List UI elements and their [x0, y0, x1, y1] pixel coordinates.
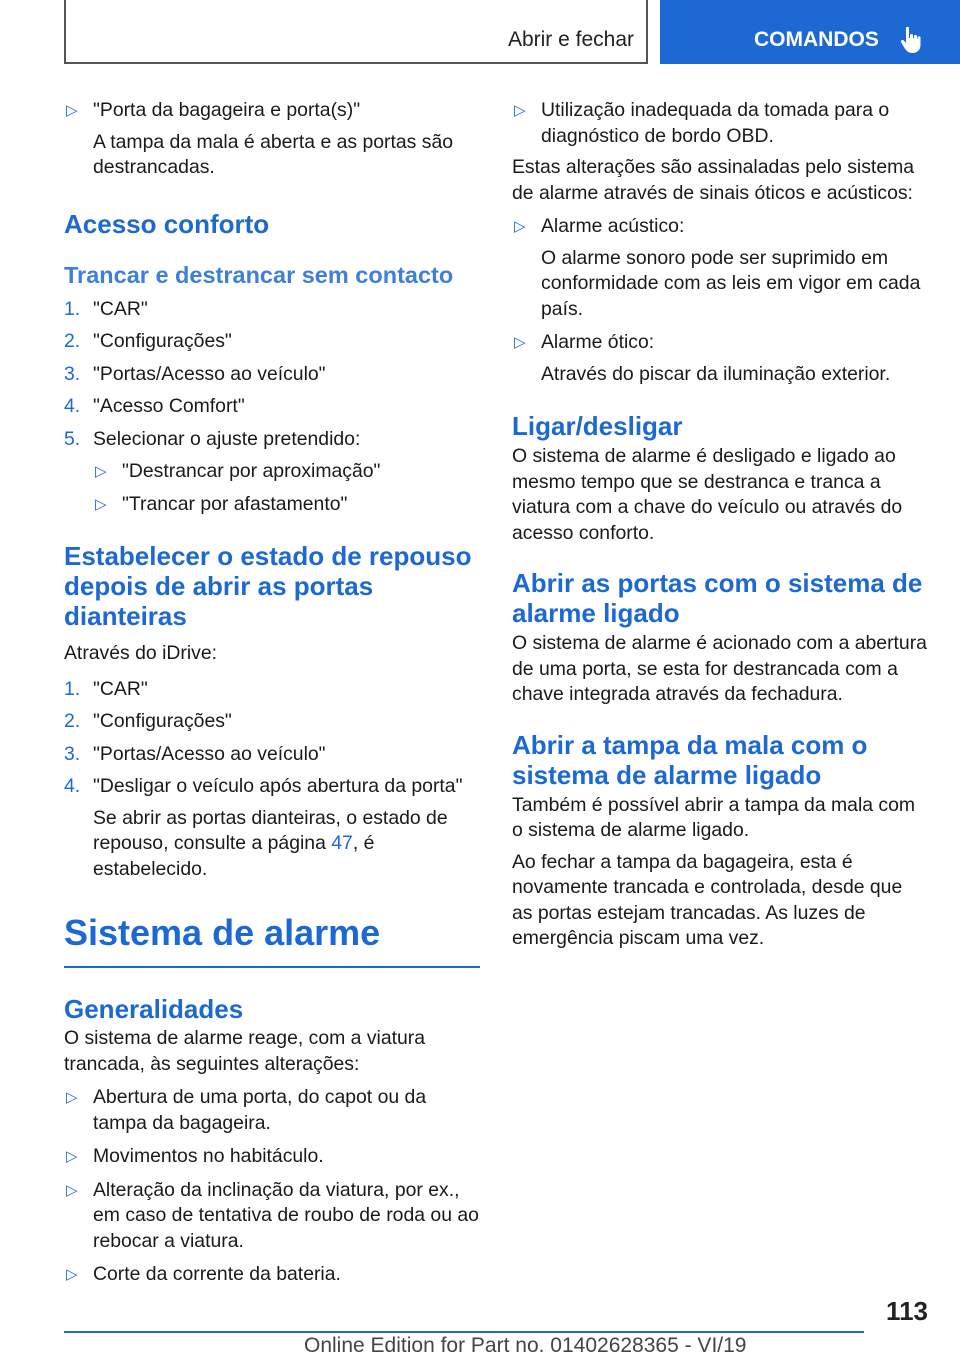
triangle-bullet-icon: ▷	[66, 1148, 78, 1165]
heading-abrir-portas: Abrir as portas com o sistema de alarme ligado	[512, 568, 923, 628]
bullet-item: ▷ Alteração da inclinação da viatura, por ex., em caso de tentativa de roubo de roda ou ao rebocar a viatura.	[66, 1178, 479, 1252]
list-item: 1. "CAR"	[64, 677, 148, 700]
heading-trancar-destrancar: Trancar e destrancar sem contacto	[64, 261, 454, 288]
bullet-obd: ▷ Utilização inadequada da tomada para o diagnóstico de bordo OBD.	[514, 99, 890, 147]
left-column	[64, 98, 480, 1288]
triangle-bullet-icon: ▷	[514, 218, 526, 235]
triangle-bullet-icon: ▷	[514, 102, 526, 119]
chapter-tab[interactable]	[660, 0, 960, 64]
list-item: 3. "Portas/Acesso ao veículo"	[64, 362, 326, 385]
triangle-bullet-icon: ▷	[66, 1089, 78, 1106]
list-item: 5. Selecionar o ajuste pretendido:	[64, 427, 361, 450]
list-item: 4. "Acesso Comfort"	[64, 395, 245, 417]
text-atraves-idrive: Através do iDrive:	[64, 642, 218, 664]
bullet-porta-desc: A tampa da mala é aberta e as portas são destrancadas.	[93, 130, 454, 178]
chapter-tab-label: COMANDOS	[754, 28, 879, 51]
heading-abrir-mala: Abrir a tampa da mala com o sistema de alarme ligado	[512, 729, 868, 790]
bullet-alarme-otico: ▷ Alarme ótico:	[512, 330, 928, 356]
footer-edition: Online Edition for Part no. 01402628365 - VI/19	[304, 1334, 747, 1357]
section-title: Abrir e fechar	[507, 28, 634, 51]
bullet-porta-bagageira: ▷ "Porta da bagageira e porta(s)"	[64, 98, 480, 124]
heading-acesso-conforto: Acesso conforto	[64, 208, 270, 239]
sub-bullet-destrancar: ▷ "Destrancar por aproximação"	[93, 459, 480, 485]
heading-estado-repouso: Estabelecer o estado de repouso depois de abrir as portas dianteiras	[64, 541, 472, 631]
list-item: 3. "Portas/Acesso ao veículo"	[64, 742, 326, 765]
list-item: 1. "CAR"	[64, 297, 148, 320]
sub-bullet-trancar: ▷ "Trancar por afastamento"	[93, 492, 480, 518]
page-link[interactable]: 47	[331, 832, 353, 854]
section-rule	[64, 966, 480, 968]
right-column	[512, 98, 928, 952]
bullet-item: ▷ Corte da corrente da bateria.	[64, 1262, 480, 1288]
triangle-bullet-icon: ▷	[66, 102, 78, 119]
bullet-alarme-acustico: ▷ Alarme acústico:	[512, 214, 928, 240]
bullet-item: ▷ Abertura de uma porta, do capot ou da tampa da bagageira.	[66, 1086, 427, 1134]
text-alarme-otico: Através do piscar da iluminação exterior.	[541, 362, 891, 385]
hand-pointer-icon	[900, 26, 922, 59]
footer-rule	[64, 1331, 864, 1333]
triangle-bullet-icon: ▷	[95, 463, 107, 480]
text-ligar-desligar: O sistema de alarme é desligado e ligado ao mesmo tempo que se destranca e tranca a viatura com a chave do veículo ou através do acesso conforto.	[512, 445, 903, 544]
list-item: 4. "Desligar o veículo após abertura da porta"	[64, 775, 463, 797]
header-box	[64, 0, 648, 64]
text-generalidades: O sistema de alarme reage, com a viatura trancada, às seguintes alterações:	[64, 1027, 426, 1075]
page-number: 113	[886, 1296, 928, 1326]
heading-sistema-alarme: Sistema de alarme	[64, 912, 381, 953]
note-repouso: Se abrir as portas dianteiras, o estado de repouso, consulte a página 47, é estabelecido.	[93, 806, 448, 880]
text-estas-alteracoes: Estas alterações são assinaladas pelo sistema de alarme através de sinais óticos e acústicos:	[512, 156, 915, 204]
triangle-bullet-icon: ▷	[66, 1181, 78, 1199]
heading-ligar-desligar: Ligar/desligar	[512, 411, 683, 441]
list-item: 2. "Configurações"	[64, 710, 232, 732]
text-abrir-portas: O sistema de alarme é acionado com a abertura de uma porta, se esta for destrancada com a chave integrada através da fechadura.	[512, 632, 927, 705]
triangle-bullet-icon: ▷	[66, 1266, 78, 1283]
text-alarme-acustico: O alarme sonoro pode ser suprimido em conformidade com as leis em vigor em cada país.	[541, 246, 921, 320]
text-mala-1: Também é possível abrir a tampa da mala com o sistema de alarme ligado.	[512, 793, 916, 841]
list-item: 2. "Configurações"	[64, 330, 232, 352]
triangle-bullet-icon: ▷	[514, 334, 526, 351]
bullet-item: ▷ Movimentos no habitáculo.	[64, 1144, 480, 1170]
triangle-bullet-icon: ▷	[95, 495, 107, 513]
heading-generalidades: Generalidades	[64, 994, 244, 1024]
text-mala-2: Ao fechar a tampa da bagageira, esta é novamente trancada e controlada, desde que as portas estejam trancadas. As luzes de emergência piscam uma vez.	[512, 850, 903, 949]
